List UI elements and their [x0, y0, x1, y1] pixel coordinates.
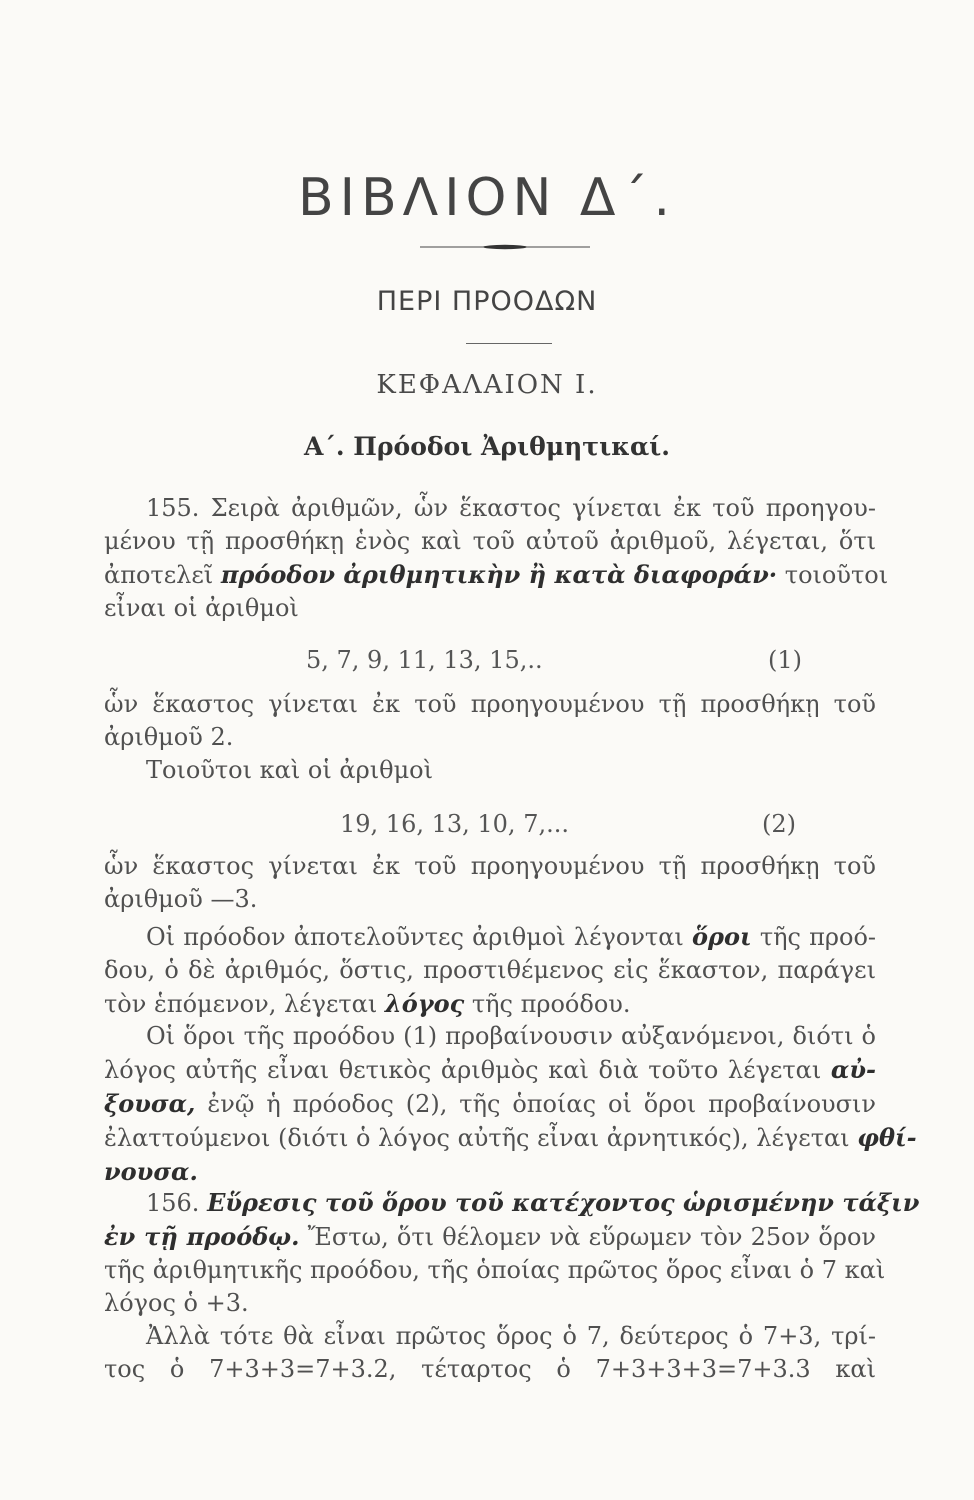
text-line: τος ὁ 7+3+3=7+3.2, τέταρτος ὁ 7+3+3+3=7+3.3 καὶ [104, 1355, 876, 1383]
text-run: τοιοῦτοι [777, 561, 889, 589]
text-run: ἐλαττούμενοι (διότι ὁ λόγος αὐτῆς εἶναι ἀρνητικός), λέγεται [104, 1124, 858, 1152]
formula-label: (2) [762, 810, 796, 838]
text-line: 155. Σειρὰ ἀριθμῶν, ὧν ἕκαστος γίνεται ἐκ τοῦ προηγου- [146, 494, 876, 522]
text-run: τῆς προόδου. [464, 990, 631, 1018]
divider-rule [466, 343, 552, 344]
text-line [104, 1186, 920, 1220]
title-ornament [420, 244, 590, 250]
formula-2 [0, 810, 974, 844]
book-title: ΒΙΒΛΙΟΝ Δ΄. [297, 168, 677, 228]
emphasis-term: λόγος [384, 989, 465, 1018]
text-run: ἐνῷ ἡ πρόοδος (2), τῆς ὁποίας οἱ ὅροι προβαίνουσιν [195, 1090, 876, 1118]
paragraph-after-formula-1 [104, 688, 876, 787]
formula-sequence: 5, 7, 9, 11, 13, 15,.. [306, 646, 543, 674]
emphasis-term: ὅροι [692, 922, 752, 951]
text-run: Ἔστω, ὅτι θέλομεν νὰ εὕρωμεν τὸν 25ον ὅρον [299, 1223, 876, 1251]
emphasis-term: πρόοδον ἀριθμητικὴν ἢ κατὰ διαφοράν· [220, 560, 778, 589]
text-line [104, 558, 889, 592]
part-title: ΠΕΡΙ ΠΡΟΟΔΩΝ [376, 286, 598, 317]
text-line: ἀριθμοῦ —3. [104, 885, 258, 913]
paragraph-after-formula-2 [104, 850, 876, 916]
text-run: τῆς προό- [751, 923, 877, 951]
text-line [104, 1053, 876, 1087]
text-line [104, 987, 876, 1021]
text-line: ἀριθμοῦ 2. [104, 723, 234, 751]
text-line: Οἱ ὅροι τῆς προόδου (1) προβαίνουσιν αὐξανόμενοι, διότι ὁ [146, 1022, 876, 1050]
emphasis-term: ξουσα, [104, 1089, 196, 1118]
formula-sequence: 19, 16, 13, 10, 7,... [340, 810, 569, 838]
text-run: Οἱ πρόοδον ἀποτελοῦντες ἀριθμοὶ λέγονται [146, 923, 693, 951]
emphasis-term: νουσα. [104, 1157, 198, 1186]
text-run: τὸν ἑπόμενον, λέγεται [104, 990, 385, 1018]
text-line: τῆς ἀριθμητικῆς προόδου, τῆς ὁποίας πρῶτος ὅρος εἶναι ὁ 7 καὶ [104, 1256, 886, 1284]
paragraph-growth [104, 1020, 917, 1188]
paragraph-heading: Εὕρεσις τοῦ ὅρου τοῦ κατέχοντος ὡρισμένην τάξιν [207, 1188, 920, 1217]
paragraph-heading: ἐν τῇ προόδῳ. [104, 1222, 300, 1251]
text-run: 156. [146, 1189, 208, 1217]
emphasis-term: αὐ- [830, 1055, 876, 1084]
text-line: ὧν ἕκαστος γίνεται ἐκ τοῦ προηγουμένου τῇ προσθήκῃ τοῦ [104, 690, 876, 718]
text-line: λόγος ὁ +3. [104, 1289, 249, 1317]
section-title: Α΄. Πρόοδοι Ἀριθμητικαί. [303, 432, 670, 461]
text-line: Ἀλλὰ τότε θὰ εἶναι πρῶτος ὅρος ὁ 7, δεύτερος ὁ 7+3, τρί- [146, 1322, 876, 1350]
paragraph-terms [104, 920, 876, 1021]
text-line: δου, ὁ δὲ ἀριθμός, ὅστις, προστιθέμενος εἰς ἕκαστον, παράγει [104, 956, 876, 984]
text-line: ὧν ἕκαστος γίνεται ἐκ τοῦ προηγουμένου τῇ προσθήκῃ τοῦ [104, 852, 876, 880]
text-line: εἶναι οἱ ἀριθμοὶ [104, 594, 299, 622]
text-run: λόγος αὐτῆς εἶναι θετικὸς ἀριθμὸς καὶ διὰ τοῦτο λέγεται [104, 1056, 831, 1084]
text-line [104, 1121, 917, 1155]
paragraph-156 [104, 1186, 920, 1386]
chapter-title: ΚΕΦΑΛΑΙΟΝ Ι. [376, 370, 598, 400]
emphasis-term: φθί- [857, 1123, 917, 1152]
text-line [104, 920, 876, 954]
text-line: μένου τῇ προσθήκῃ ἑνὸς καὶ τοῦ αὐτοῦ ἀριθμοῦ, λέγεται, ὅτι [104, 527, 876, 555]
text-line [104, 1220, 876, 1254]
formula-label: (1) [768, 646, 802, 674]
paragraph-155 [104, 492, 889, 625]
text-line: Τοιοῦτοι καὶ οἱ ἀριθμοὶ [146, 756, 434, 784]
text-line [104, 1087, 876, 1121]
formula-1 [0, 646, 974, 680]
text-run: ἀποτελεῖ [104, 561, 221, 589]
